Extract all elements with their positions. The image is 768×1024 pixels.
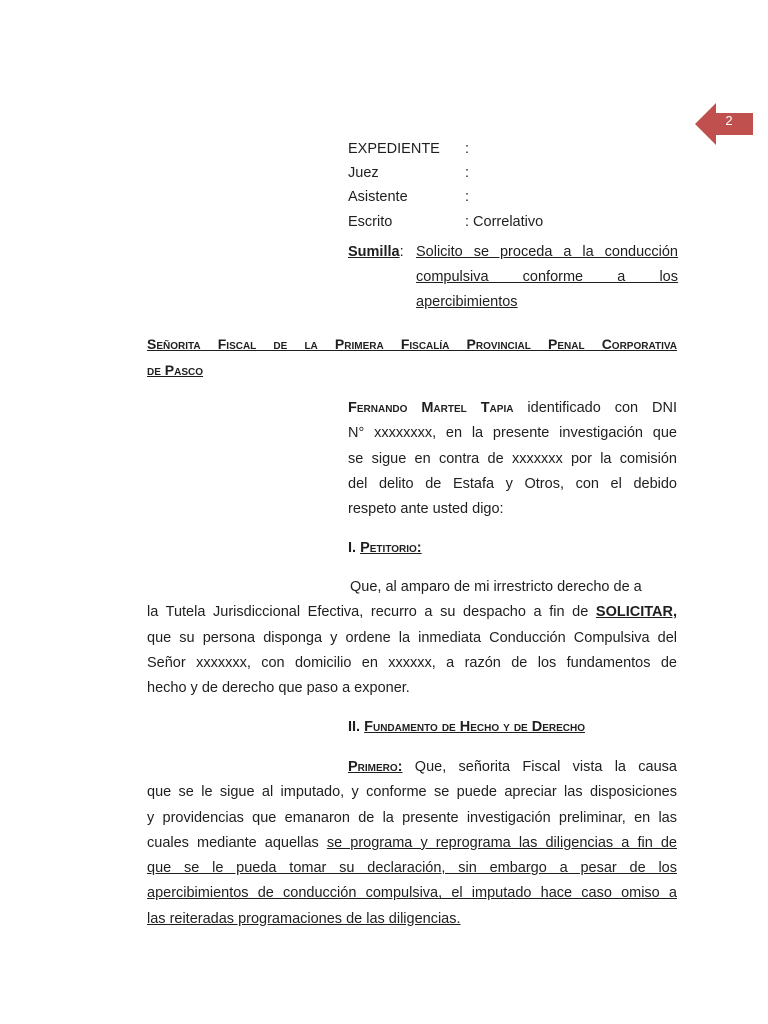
solicitar-emphasis: SOLICITAR, xyxy=(595,604,677,621)
section-heading-fundamento: II. Fundamento de Hecho y de Derecho xyxy=(348,719,586,735)
petitioner-name: Fernando Martel Tapia xyxy=(348,400,514,416)
section-heading-petitorio: I. Petitorio: xyxy=(348,540,422,556)
title-line: de Pasco xyxy=(147,362,204,378)
title-line: Señorita Fiscal de la Primera Fiscalía Provincial Penal Corporativa xyxy=(147,336,677,352)
sumilla-line: apercibimientos xyxy=(416,294,518,310)
petitorio-paragraph: Que, al amparo de mi irrestricto derecho de a la Tutela Jurisdiccional Efectiva, recurro a su despacho a fin de SOLICITAR, que su persona disponga y ordene la inmediata Conducción Compulsiva del Señor xxxxxxx, con domicilio en xxxxxx, a razón de los fundamentos de hecho y de derecho que paso a exponer. xyxy=(147,579,677,697)
page-number: 2 xyxy=(725,113,733,128)
intro-paragraph: Fernando Martel Tapia identificado con DNI N° xxxxxxxx, en la presente investigación que se sigue en contra de xxxxxxx por la comisión del delito de Estafa y Otros, con el debido respeto ante usted digo: xyxy=(348,400,677,518)
addressee-title xyxy=(147,331,677,383)
primero-label: Primero: xyxy=(348,759,403,775)
sumilla-label: Sumilla xyxy=(348,244,400,260)
primero-paragraph: Primero: Que, señorita Fiscal vista la causa que se le sigue al imputado, y conforme se puede apreciar las disposiciones y providencias que emanaron de la presente investigación preliminar, en las cuales mediante aquellas se programa y reprograma las diligencias a fin de que se le pueda tomar su declaración, sin embargo a pesar de los apercibimientos de conducción compulsiva, el imputado hace caso omiso a las reiteradas programaciones de las diligencias. xyxy=(147,759,677,927)
sumilla-line: compulsiva conforme a los xyxy=(416,269,678,285)
sumilla: Sumilla: Solicito se proceda a la conducción compulsiva conforme a los apercibimientos xyxy=(348,240,678,265)
sumilla-line: Solicito se proceda a la conducción xyxy=(416,244,678,260)
